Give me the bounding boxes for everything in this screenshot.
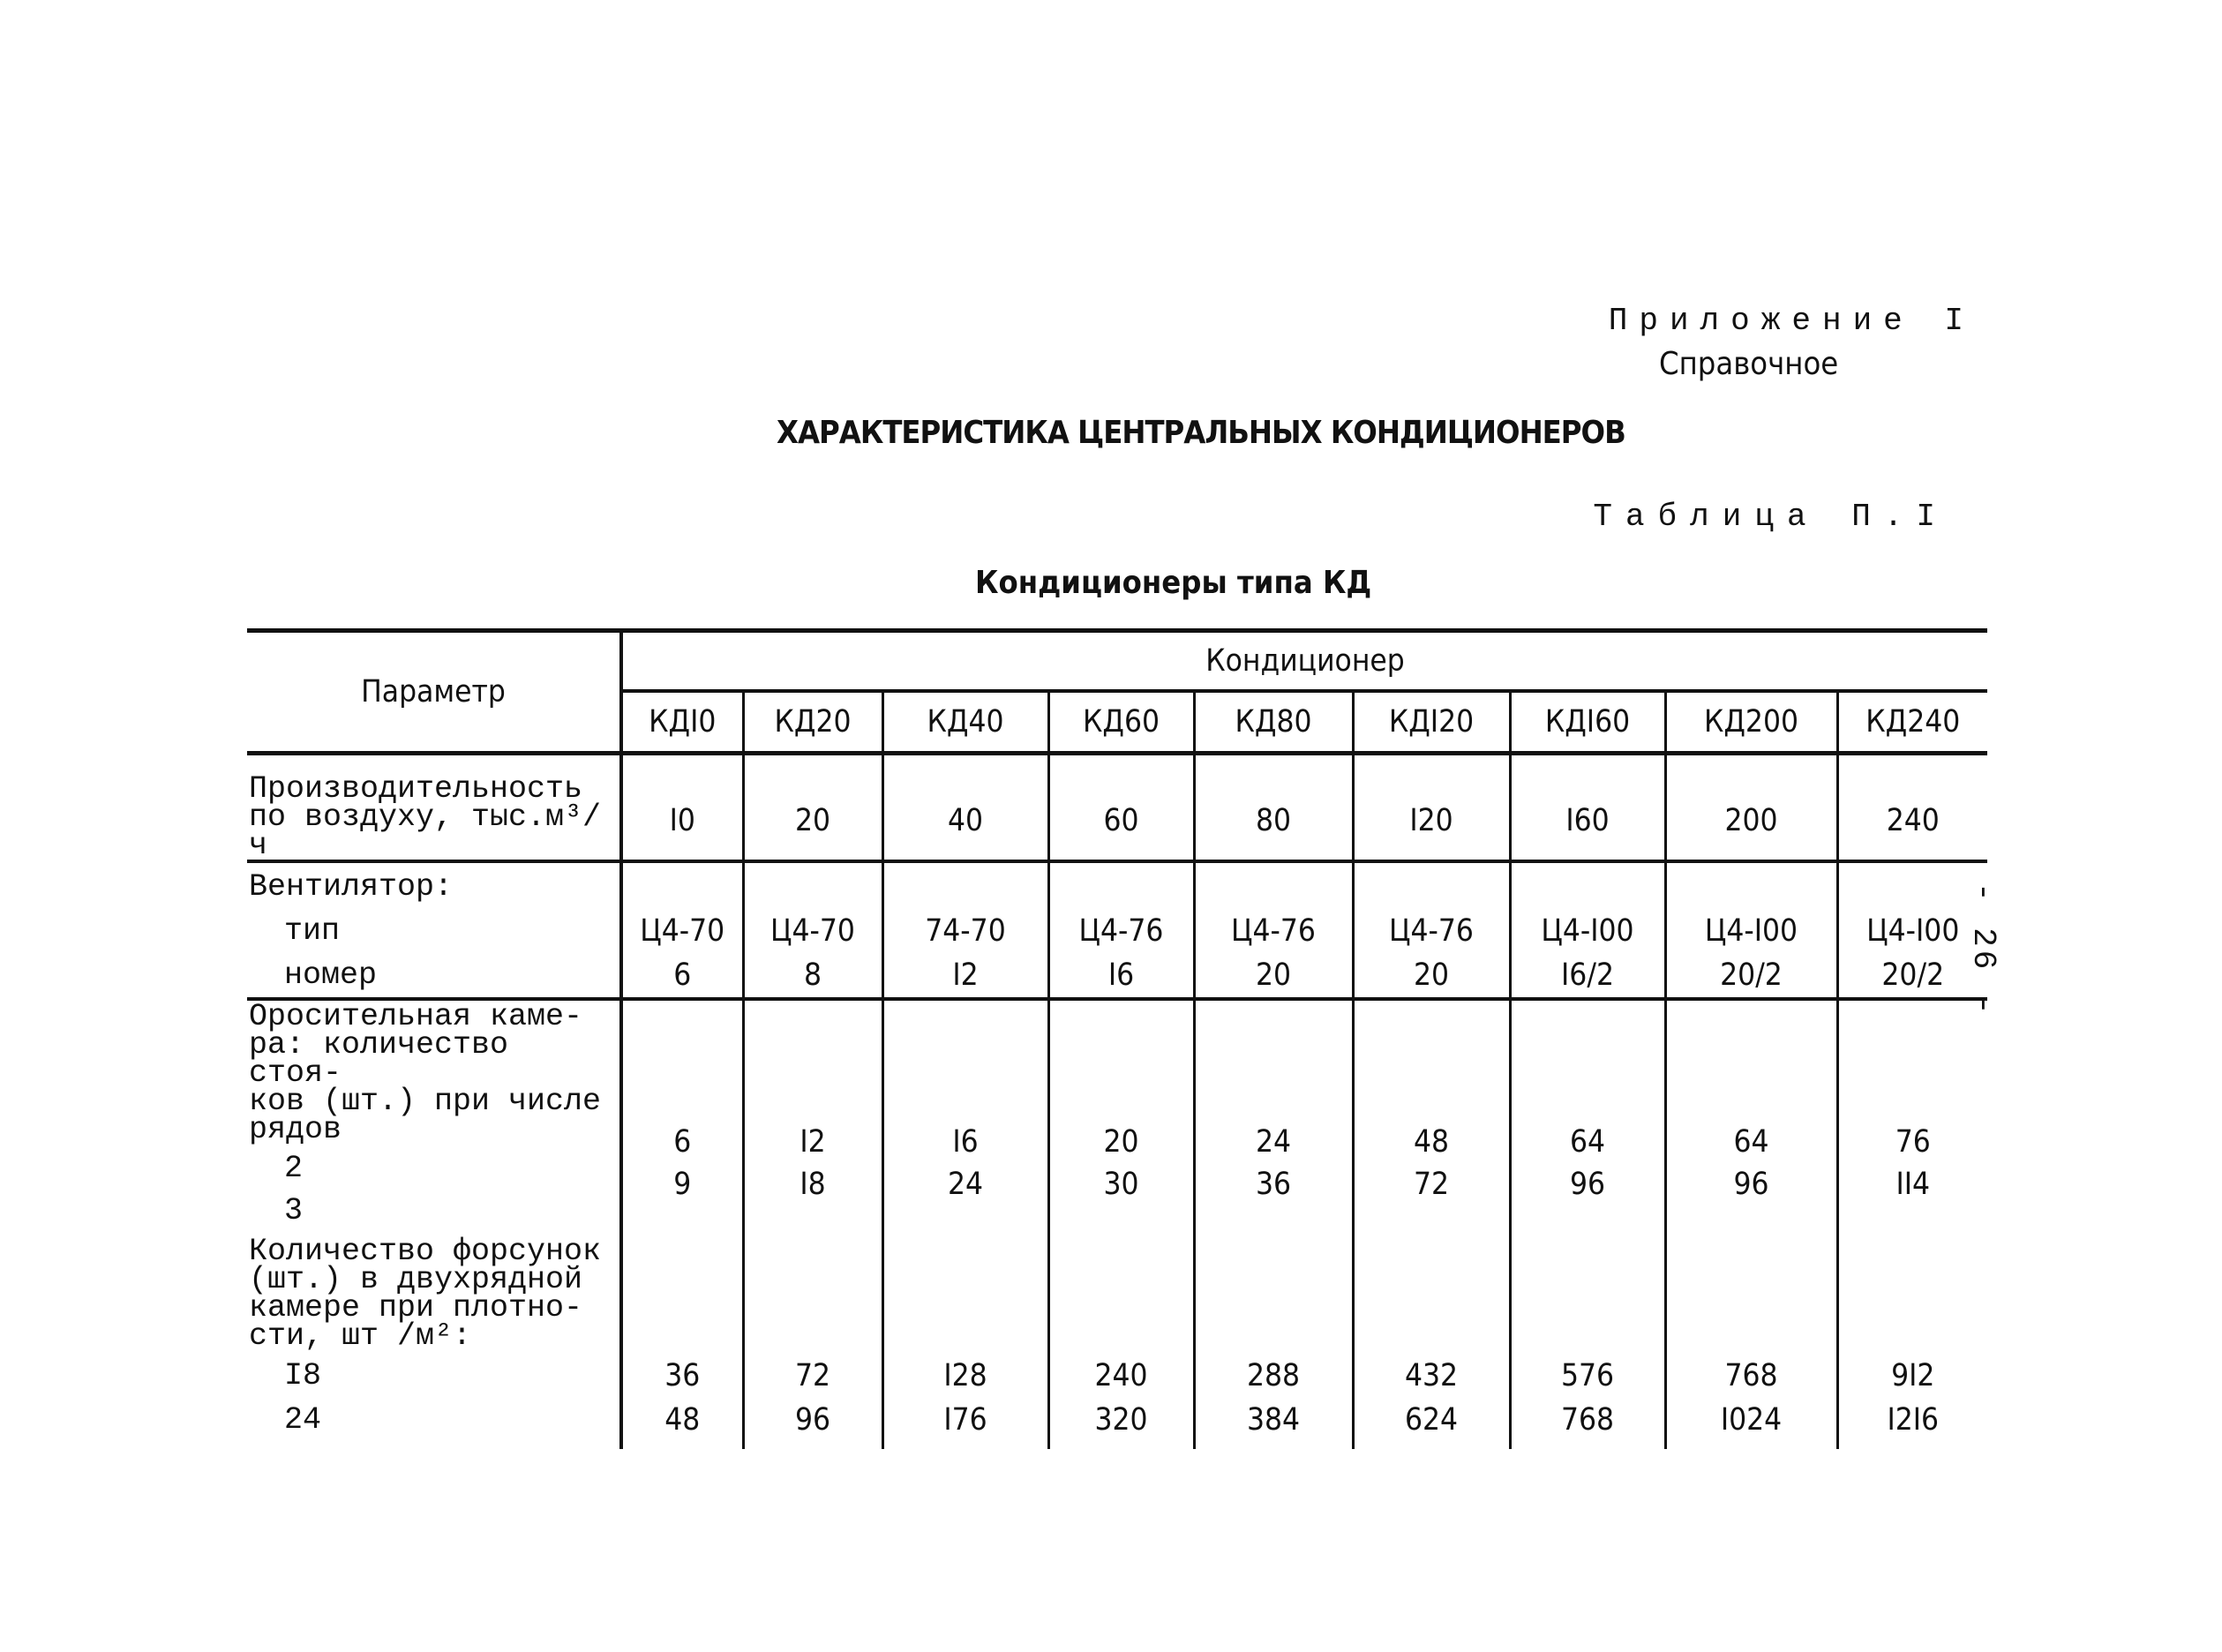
nozzles-value: 320 — [1094, 1402, 1148, 1438]
chamber-value: 64 — [1733, 1124, 1769, 1160]
nozzles-label-line: камере при плотно- — [249, 1290, 583, 1325]
fan-number-value: 8 — [803, 957, 822, 993]
nozzles-label-line: (шт.) в двухрядной — [249, 1262, 583, 1297]
fan-number-value: 20 — [1255, 957, 1292, 993]
chamber-cell — [1665, 999, 1837, 1232]
appendix-subtitle: Справочное — [1659, 346, 1839, 382]
capacity-cell: 40 — [882, 754, 1048, 862]
model-header: КД240 — [1837, 691, 1987, 754]
capacity-cell: I0 — [621, 754, 743, 862]
table-row-chamber — [247, 999, 1987, 1232]
nozzles-label — [247, 1232, 621, 1449]
chamber-value: 9 — [673, 1167, 692, 1202]
capacity-cell: 200 — [1665, 754, 1837, 862]
chamber-cell — [1353, 999, 1510, 1232]
nozzles-value: 288 — [1246, 1358, 1301, 1393]
chamber-value: I8 — [799, 1167, 826, 1202]
chamber-value: I6 — [952, 1124, 979, 1160]
model-header: КД20 — [743, 691, 882, 754]
chamber-cell — [1048, 999, 1194, 1232]
nozzles-cell — [621, 1232, 743, 1449]
nozzles-value: I28 — [943, 1358, 987, 1393]
nozzles-cell — [882, 1232, 1048, 1449]
fan-number-value: 20/2 — [1720, 957, 1783, 993]
chamber-value: II4 — [1895, 1167, 1931, 1202]
chamber-label-line: ра: количество стоя- — [249, 1027, 509, 1091]
nozzles-value: 72 — [794, 1358, 831, 1393]
nozzles-value: 768 — [1560, 1402, 1615, 1438]
chamber-value: 48 — [1413, 1124, 1450, 1160]
nozzles-value: 384 — [1246, 1402, 1301, 1438]
chamber-cell — [743, 999, 882, 1232]
capacity-label-line: по воздуху, тыс.м³/ч — [249, 800, 602, 863]
model-header: КДI0 — [621, 691, 743, 754]
chamber-value: 96 — [1569, 1167, 1606, 1202]
nozzles-value: 576 — [1560, 1358, 1615, 1393]
model-header: КД40 — [882, 691, 1048, 754]
nozzles-value: 9I2 — [1891, 1358, 1935, 1393]
chamber-value: 24 — [947, 1167, 984, 1202]
chamber-cell — [1837, 999, 1987, 1232]
nozzles-density-18-label: I8 — [284, 1358, 322, 1393]
fan-cell — [743, 861, 882, 999]
capacity-cell: 80 — [1194, 754, 1353, 862]
chamber-value: 72 — [1413, 1167, 1450, 1202]
group-header: Кондиционер — [621, 631, 1987, 692]
fan-number-value: 6 — [673, 957, 692, 993]
model-header: КД80 — [1194, 691, 1353, 754]
nozzles-value: 240 — [1094, 1358, 1148, 1393]
chamber-label-line: Оросительная каме- — [249, 999, 583, 1034]
nozzles-value: 48 — [664, 1402, 701, 1438]
nozzles-value: 624 — [1404, 1402, 1459, 1438]
model-header: КДI20 — [1353, 691, 1510, 754]
fan-type-value: Ц4-I00 — [1866, 913, 1960, 949]
nozzles-value: 36 — [664, 1358, 701, 1393]
fan-type-value: 74-70 — [925, 913, 1006, 949]
chamber-value: 76 — [1895, 1124, 1931, 1160]
chamber-rows-2-label: 2 — [284, 1151, 304, 1186]
fan-cell — [1353, 861, 1510, 999]
model-header: КДI60 — [1510, 691, 1665, 754]
fan-cell — [882, 861, 1048, 999]
chamber-value: 20 — [1103, 1124, 1139, 1160]
model-header: КД60 — [1048, 691, 1194, 754]
nozzles-cell — [1837, 1232, 1987, 1449]
fan-cell — [1048, 861, 1194, 999]
fan-type-value: Ц4-70 — [640, 913, 725, 949]
fan-number-value: I6 — [1107, 957, 1135, 993]
fan-number-value: 20/2 — [1881, 957, 1945, 993]
capacity-cell: 20 — [743, 754, 882, 862]
fan-type-value: Ц4-I00 — [1541, 913, 1634, 949]
nozzles-value: I024 — [1720, 1402, 1783, 1438]
chamber-value: 36 — [1255, 1167, 1292, 1202]
model-header: КД200 — [1665, 691, 1837, 754]
chamber-cell — [1510, 999, 1665, 1232]
fan-type-value: Ц4-76 — [1389, 913, 1474, 949]
capacity-cell: I20 — [1353, 754, 1510, 862]
table-number: Таблица П.I — [1593, 499, 1948, 535]
fan-cell — [621, 861, 743, 999]
table-row-fan — [247, 861, 1987, 999]
fan-type-value: Ц4-70 — [770, 913, 855, 949]
chamber-value: 6 — [673, 1124, 692, 1160]
chamber-label — [247, 999, 621, 1232]
capacity-cell: 240 — [1837, 754, 1987, 862]
table-header-row — [247, 631, 1987, 692]
fan-number-value: I2 — [952, 957, 979, 993]
chamber-value: 64 — [1569, 1124, 1606, 1160]
chamber-label-line: ков (шт.) при числе — [249, 1084, 602, 1119]
page-number: - 26 - — [1965, 882, 2001, 1018]
nozzles-label-line: сти, шт /м²: — [249, 1318, 472, 1354]
chamber-cell — [621, 999, 743, 1232]
nozzles-value: 432 — [1404, 1358, 1459, 1393]
fan-cell — [1510, 861, 1665, 999]
chamber-cell — [1194, 999, 1353, 1232]
capacity-cell: 60 — [1048, 754, 1194, 862]
fan-type-value: Ц4-I00 — [1704, 913, 1798, 949]
nozzles-value: 96 — [794, 1402, 831, 1438]
chamber-value: 30 — [1103, 1167, 1139, 1202]
capacity-cell: I60 — [1510, 754, 1665, 862]
nozzles-cell — [1194, 1232, 1353, 1449]
capacity-label — [247, 754, 621, 862]
table-row-nozzles — [247, 1232, 1987, 1449]
fan-number-value: I6/2 — [1561, 957, 1614, 993]
nozzles-density-24-label: 24 — [284, 1402, 322, 1438]
table-row-capacity — [247, 754, 1987, 862]
chamber-value: I2 — [799, 1124, 826, 1160]
nozzles-cell — [1665, 1232, 1837, 1449]
nozzles-cell — [1048, 1232, 1194, 1449]
fan-cell — [1194, 861, 1353, 999]
chamber-value: 96 — [1733, 1167, 1769, 1202]
capacity-label-line: Производительность — [249, 771, 583, 807]
appendix-label: Приложение I — [1608, 303, 1975, 339]
nozzles-value: I2I6 — [1887, 1402, 1940, 1438]
nozzles-cell — [1510, 1232, 1665, 1449]
chamber-rows-3-label: 3 — [284, 1193, 304, 1228]
fan-label-line: Вентилятор: — [249, 869, 454, 905]
document-title: ХАРАКТЕРИСТИКА ЦЕНТРАЛЬНЫХ КОНДИЦИОНЕРОВ — [777, 415, 1625, 451]
nozzles-cell — [743, 1232, 882, 1449]
nozzles-value: 768 — [1724, 1358, 1778, 1393]
chamber-cell — [882, 999, 1048, 1232]
specification-table — [247, 628, 1987, 1449]
fan-cell — [1837, 861, 1987, 999]
table-caption: Кондиционеры типа КД — [975, 565, 1372, 601]
fan-number-label: номер — [284, 957, 378, 993]
fan-number-value: 20 — [1413, 957, 1450, 993]
fan-cell — [1665, 861, 1837, 999]
fan-label — [247, 861, 621, 999]
fan-type-value: Ц4-76 — [1078, 913, 1164, 949]
chamber-label-line: рядов — [249, 1112, 342, 1147]
nozzles-label-line: Количество форсунок — [249, 1234, 602, 1269]
chamber-value: 24 — [1255, 1124, 1292, 1160]
fan-type-label: тип — [284, 913, 341, 949]
param-header: Параметр — [247, 631, 621, 754]
nozzles-value: I76 — [943, 1402, 987, 1438]
fan-type-value: Ц4-76 — [1231, 913, 1316, 949]
nozzles-cell — [1353, 1232, 1510, 1449]
